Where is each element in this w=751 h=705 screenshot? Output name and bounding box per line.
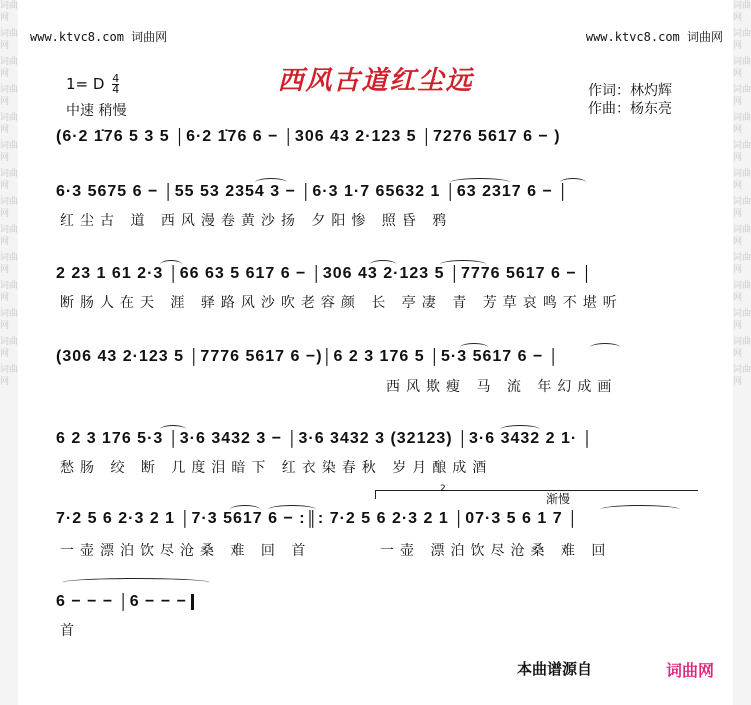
watermark-text: 词曲网	[733, 253, 751, 275]
lyric-row-5: 愁肠 绞 断 几度泪暗下 红衣染春秋 岁月酿成酒	[60, 460, 493, 476]
source-site-link[interactable]: 词曲网	[666, 661, 715, 680]
meter-top: 4	[112, 72, 120, 85]
ritardando-mark: 渐慢	[546, 492, 571, 506]
meter-bottom: 4	[112, 83, 120, 96]
watermark-text: 词曲网	[733, 365, 751, 387]
watermark-text: 词曲网	[0, 169, 18, 191]
score-row-2: 6·3 5675 6 − │55 53 2354 3 − │6·3 1·7 65632 1 │63 2317 6 − │	[56, 183, 570, 200]
tempo-marking: 中速 稍慢	[66, 103, 127, 119]
watermark-text: 词曲网	[0, 365, 18, 387]
watermark-text: 词曲网	[733, 1, 751, 23]
lyric-row-4: 西风欺瘦 马 流 年幻成画	[386, 379, 618, 395]
lyricist: 作词：林灼辉	[588, 83, 672, 99]
left-watermark-strip	[0, 0, 18, 705]
watermark-text: 词曲网	[0, 337, 18, 359]
credits	[588, 82, 672, 118]
watermark-text: 词曲网	[0, 281, 18, 303]
slur-mark	[450, 178, 510, 187]
song-title: 西风古道红尘远	[277, 66, 474, 96]
watermark-text: 词曲网	[733, 141, 751, 163]
slur-mark	[230, 505, 260, 514]
volta-number: 2	[440, 484, 446, 494]
score-row-5: 6 2 3 176 5·3 │3·6 3432 3 − │3·6 3432 3 (32123) │3·6 3432 2 1· │	[56, 430, 594, 447]
lyric-row-6b: 一壶 漂泊饮尽沧桑 难 回	[380, 543, 612, 559]
slur-mark	[590, 343, 620, 352]
score-row-7	[56, 593, 226, 611]
volta-bracket	[375, 490, 698, 499]
site-url-left: www.ktvc8.com 词曲网	[30, 30, 168, 44]
watermark-text: 词曲网	[0, 1, 18, 23]
lyric-row-7: 首	[60, 623, 80, 639]
watermark-text: 词曲网	[733, 281, 751, 303]
score-row-7-notes: 6 − − − │6 − − −	[56, 593, 187, 610]
watermark-text: 词曲网	[0, 85, 18, 107]
slur-mark	[268, 505, 316, 514]
key-signature	[66, 74, 119, 95]
slur-mark	[160, 425, 186, 434]
slur-mark	[500, 425, 540, 434]
composer: 作曲：杨东亮	[588, 101, 672, 117]
lyric-row-2: 红尘古 道 西风漫卷黄沙扬 夕阳惨 照昏 鸦	[60, 213, 453, 229]
watermark-text: 词曲网	[733, 337, 751, 359]
watermark-text: 词曲网	[733, 57, 751, 79]
score-row-3: 2 23 1 61 2·3 │66 63 5 617 6 − │306 43 2·123 5 │7776 5617 6 − │	[56, 265, 594, 282]
watermark-text: 词曲网	[0, 309, 18, 331]
watermark-text: 词曲网	[0, 29, 18, 51]
watermark-text: 词曲网	[733, 29, 751, 51]
score-row-4: (306 43 2·123 5 │7776 5617 6 −)│6 2 3 176 5 │5·3 5617 6 − │	[56, 348, 560, 365]
watermark-text: 词曲网	[733, 309, 751, 331]
final-barline	[191, 594, 194, 610]
slur-mark	[255, 178, 287, 187]
slur-mark	[370, 260, 396, 269]
watermark-text: 词曲网	[733, 169, 751, 191]
lyric-row-6a: 一壶漂泊饮尽沧桑 难 回 首	[60, 543, 312, 559]
slur-mark	[560, 178, 586, 187]
score-row-6: 7·2 5 6 2·3 2 1 │7·3 5617 6 − :║: 7·2 5 6 2·3 2 1 │07·3 5 6 1 7 │	[56, 510, 580, 527]
slur-mark	[440, 260, 486, 269]
source-label: 本曲谱源自	[517, 660, 593, 678]
tie-mark	[62, 578, 210, 587]
watermark-text: 词曲网	[733, 113, 751, 135]
lyric-row-3: 断肠人在天 涯 驿路风沙吹老容颜 长 亭凄 青 芳草哀鸣不堪听	[60, 295, 623, 311]
watermark-text: 词曲网	[733, 225, 751, 247]
time-signature	[112, 74, 119, 95]
watermark-text: 词曲网	[0, 253, 18, 275]
score-row-1: (6·2 1̇76 5 3 5 │6·2 1̇76 6 − │306 43 2·123 5 │7276 5617 6 − )	[56, 128, 561, 145]
watermark-text: 词曲网	[0, 197, 18, 219]
slur-mark	[460, 343, 488, 352]
slur-mark	[160, 260, 182, 269]
key-label: 1= D	[66, 75, 105, 93]
watermark-text: 词曲网	[733, 197, 751, 219]
watermark-text: 词曲网	[0, 225, 18, 247]
site-url-right: www.ktvc8.com 词曲网	[585, 30, 723, 44]
watermark-text: 词曲网	[0, 141, 18, 163]
right-watermark-strip	[733, 0, 751, 705]
slur-mark	[600, 505, 680, 514]
watermark-text: 词曲网	[0, 113, 18, 135]
watermark-text: 词曲网	[0, 57, 18, 79]
watermark-text: 词曲网	[733, 85, 751, 107]
